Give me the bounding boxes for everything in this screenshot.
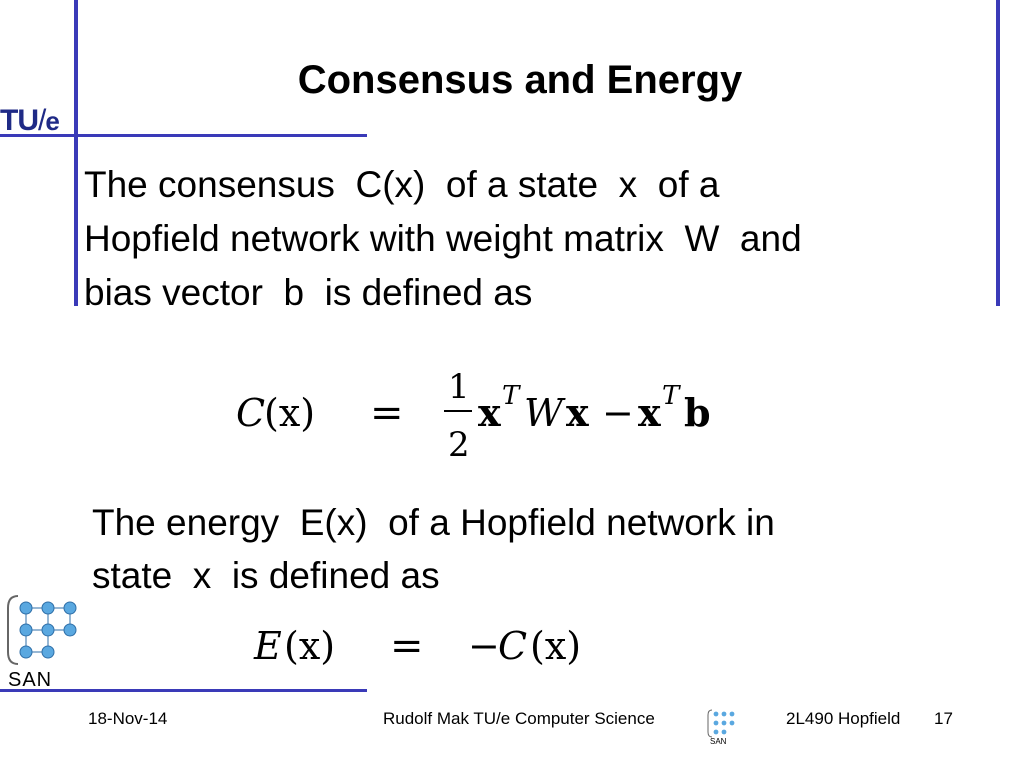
footer-page-number: 17 <box>934 709 953 728</box>
formula-w: W <box>524 391 564 435</box>
energy-definition <box>92 496 992 602</box>
energy-formula-c-arg: (x) <box>530 624 582 668</box>
footer-course: 2L490 Hopfield <box>786 709 901 728</box>
consensus-line-2: Hopfield network with weight matrix W and <box>84 218 802 259</box>
consensus-line-3: bias vector b is defined as <box>84 272 533 313</box>
formula-frac-den: 2 <box>448 425 470 465</box>
formula-c: C <box>236 391 266 435</box>
energy-line-1: The energy E(x) of a Hopfield network in <box>92 502 775 543</box>
energy-line-2: state x is defined as <box>92 555 440 596</box>
tue-logo <box>0 104 59 138</box>
formula-x2: x <box>566 390 589 435</box>
consensus-definition <box>84 158 984 320</box>
footer-san-bracket <box>708 710 712 737</box>
footer-san-logo <box>706 708 740 746</box>
energy-formula-e-arg: (x) <box>284 624 336 668</box>
footer-san-nodes <box>714 712 735 735</box>
slide-title: Consensus and Energy <box>297 58 743 102</box>
footer-author: Rudolf Mak TU/e Computer Science <box>383 709 655 728</box>
footer-san-text: SAN <box>710 737 727 746</box>
energy-formula-equals: = <box>390 623 424 669</box>
san-logo-text: SAN <box>8 669 53 688</box>
san-logo <box>4 590 88 688</box>
formula-frac-bar <box>444 410 472 412</box>
tue-logo-e: e <box>45 106 59 136</box>
san-logo-bracket <box>8 596 18 664</box>
energy-formula-minus: − <box>468 624 500 668</box>
consensus-line-1: The consensus C(x) of a state x of a <box>84 164 720 205</box>
formula-b: b <box>684 390 711 435</box>
consensus-formula <box>230 360 750 470</box>
footer-date: 18-Nov-14 <box>88 709 168 728</box>
formula-c-arg: (x) <box>264 391 316 435</box>
formula-minus: − <box>602 391 634 435</box>
san-logo-nodes <box>20 602 76 658</box>
tue-logo-slash: / <box>38 104 46 137</box>
formula-x1: x <box>478 390 501 435</box>
tue-logo-tu: TU <box>0 104 38 137</box>
footer-horizontal-rule <box>0 689 367 692</box>
formula-frac-num: 1 <box>448 367 470 407</box>
energy-formula <box>250 615 630 675</box>
energy-formula-c: C <box>498 624 528 668</box>
formula-x3: x <box>638 390 661 435</box>
right-vertical-rule <box>996 0 1000 306</box>
formula-sup2: T <box>662 381 680 411</box>
left-vertical-rule <box>74 0 78 306</box>
energy-formula-e: E <box>254 624 282 668</box>
formula-sup1: T <box>502 381 520 411</box>
formula-equals: = <box>370 390 404 436</box>
